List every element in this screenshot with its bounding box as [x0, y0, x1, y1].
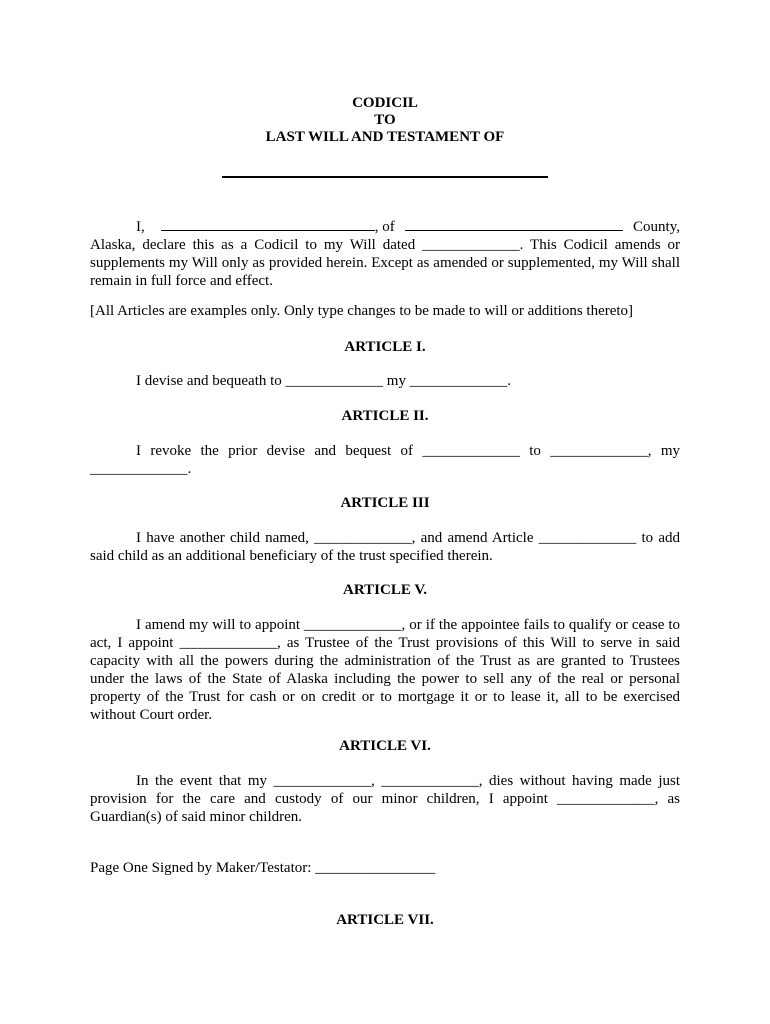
testator-name-line	[222, 176, 548, 178]
article-1-text: I devise and bequeath to _____________ my _____________.	[136, 373, 511, 389]
article-2-heading: ARTICLE II.	[341, 408, 429, 424]
intro-i: I,	[136, 219, 145, 235]
article-5-heading: ARTICLE V.	[343, 582, 427, 598]
examples-note: [All Articles are examples only. Only type changes to be made to will or additions thereto]	[90, 303, 634, 319]
title-codicil: CODICIL	[352, 95, 418, 111]
article-3-text: I have another child named, _____________, and amend Article _____________ to add said child as an additional beneficiary of the trust specified therein.	[90, 530, 680, 564]
article-7-heading: ARTICLE VII.	[336, 912, 434, 928]
page-signature-line: Page One Signed by Maker/Testator: ________________	[90, 860, 436, 876]
intro-of: , of	[374, 219, 395, 235]
article-1-heading: ARTICLE I.	[344, 339, 426, 355]
article-5-text: I amend my will to appoint _____________, or if the appointee fails to qualify or cease to act, I appoint _____________, as Trustee of the Trust provisions of this Will to serve in said capacity with all the powers during the administration of the Trust as are granted to Trustees under the laws of the State of Alaska including the power to sell any of the real or personal property of the Trust for cash or on credit or to mortgage it or to lease it, all to be exercised without Court order.	[90, 617, 680, 723]
article-2-text: I revoke the prior devise and bequest of _____________ to _____________, my _____________.	[90, 443, 680, 477]
intro-body: Alaska, declare this as a Codicil to my Will dated _____________. This Codicil amends or supplements my Will only as provided herein. Except as amended or supplemented, my Will shall remain in full force and effect.	[90, 237, 680, 289]
article-6-text: In the event that my _____________, _____________, dies without having made just provision for the care and custody of our minor children, I appoint _____________, as Guardian(s) of said minor children.	[90, 773, 680, 825]
title-to: TO	[374, 112, 396, 128]
intro-paragraph	[90, 216, 680, 290]
intro-county: County,	[633, 219, 680, 235]
article-6-heading: ARTICLE VI.	[339, 738, 431, 754]
title-last-will: LAST WILL AND TESTAMENT OF	[265, 129, 505, 145]
name-blank	[161, 216, 375, 231]
county-blank	[405, 216, 623, 231]
article-3-heading: ARTICLE III	[340, 495, 430, 511]
